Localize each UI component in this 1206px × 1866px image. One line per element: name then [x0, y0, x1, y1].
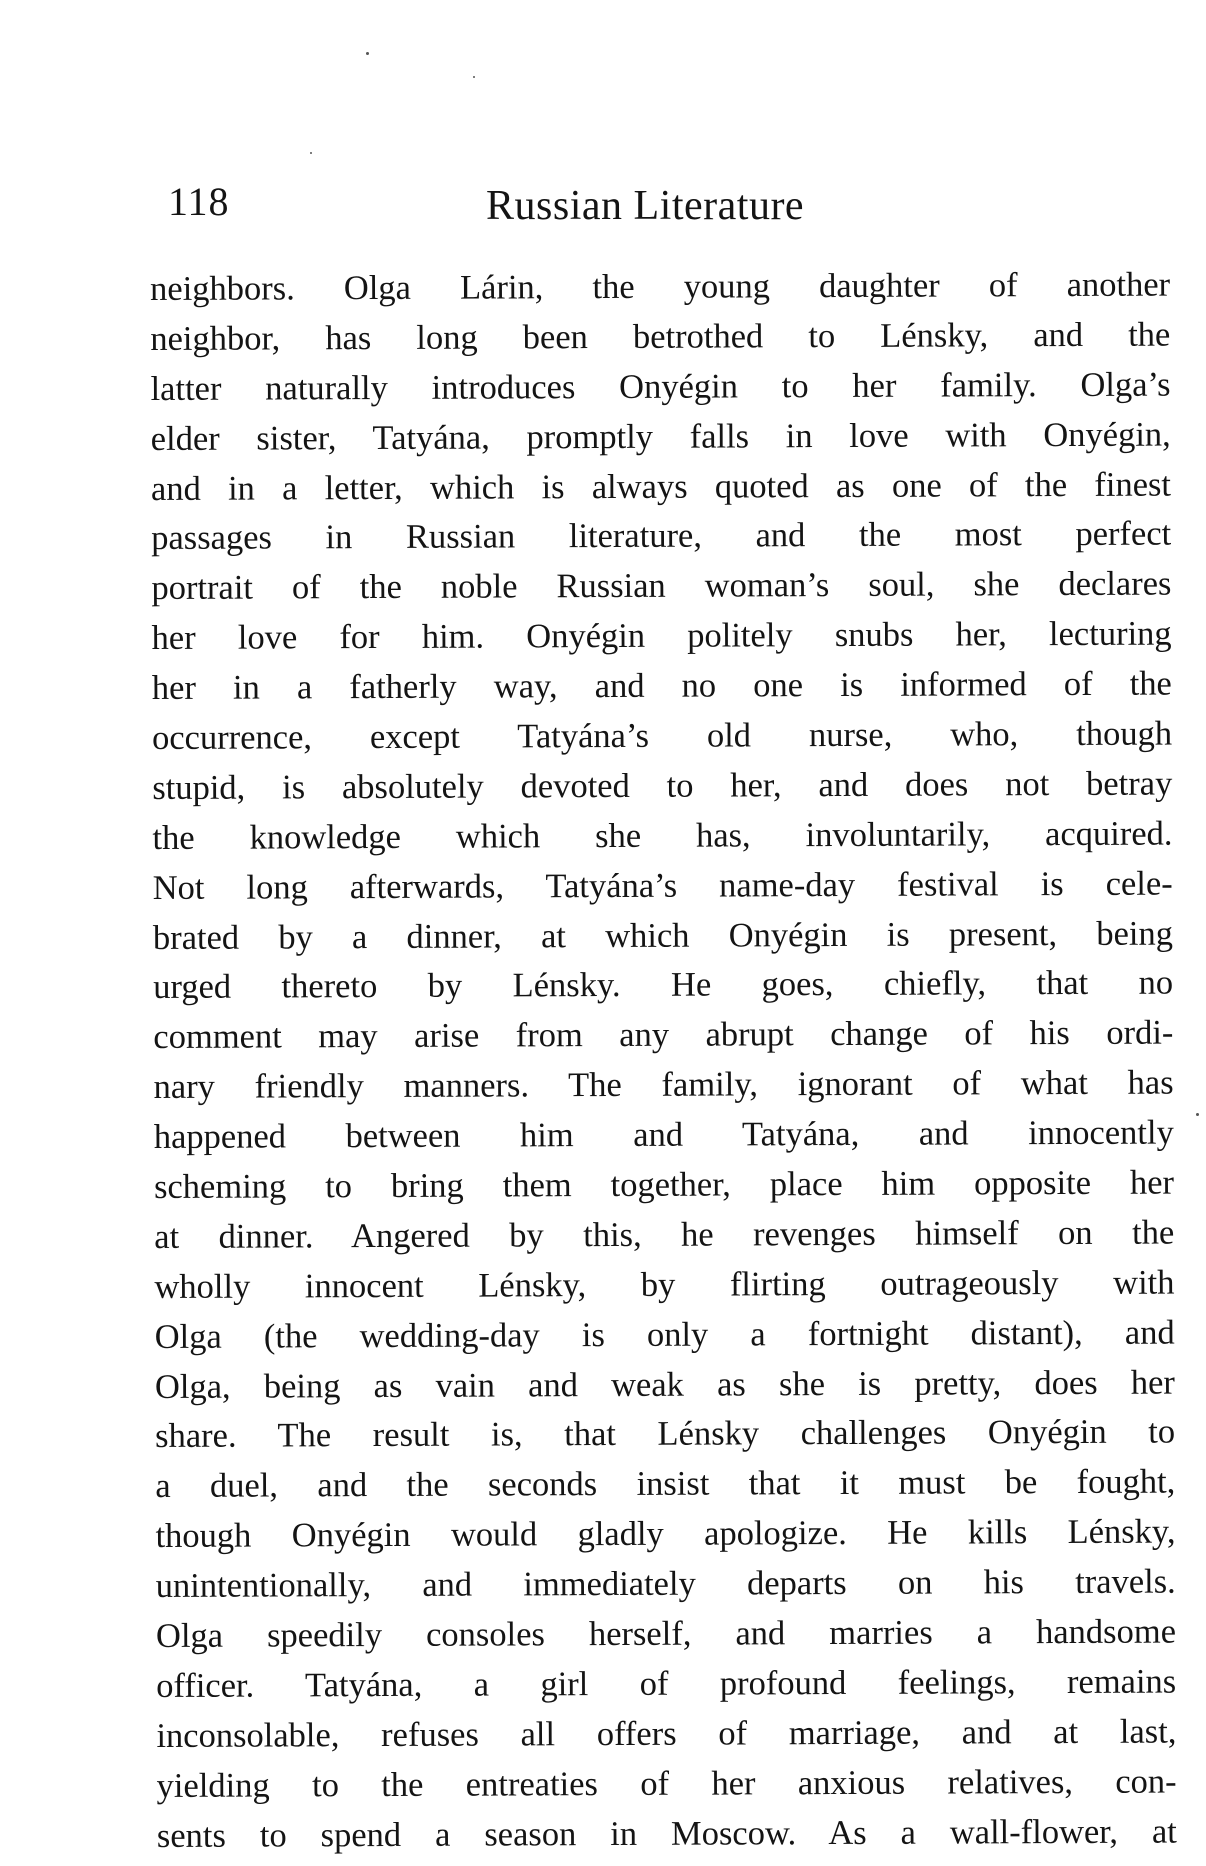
text-line: passages in Russian literature, and the most perfect [151, 515, 1172, 558]
text-line: the knowledge which she has, involuntarily, acquired. [152, 814, 1173, 857]
text-line: wholly innocent Lénsky, by flirting outrageously with [154, 1263, 1175, 1306]
text-line: scheming to bring them together, place him opposite her [153, 1163, 1175, 1207]
text-line: brated by a dinner, at which Onyégin is present, being [152, 914, 1174, 957]
text-line: yielding to the entreaties of her anxious relatives, con- [156, 1762, 1177, 1805]
page-header [168, 178, 1038, 238]
scan-speck [473, 76, 475, 78]
text-line: at dinner. Angered by this, he revenges himself on the [154, 1213, 1175, 1256]
text-line: Olga (the wedding-day is only a fortnight distant), and [154, 1313, 1175, 1356]
text-line: Not long afterwards, Tatyána’s name-day festival is cele- [152, 864, 1173, 907]
text-line: Olga, being as vain and weak as she is pretty, does her [154, 1363, 1175, 1406]
text-line: sents to spend a season in Moscow. As a wall-flower, at [156, 1812, 1177, 1855]
text-line: a duel, and the seconds insist that it must be fought, [155, 1462, 1176, 1506]
scan-speck [1196, 1113, 1199, 1116]
text-line: and in a letter, which is always quoted as one of the finest [150, 465, 1172, 508]
text-line: her in a fatherly way, and no one is informed of the [151, 664, 1172, 708]
text-line: share. The result is, that Lénsky challenges Onyégin to [155, 1413, 1176, 1456]
text-line: neighbor, has long been betrothed to Lénsky, and the [150, 315, 1171, 358]
text-line: latter naturally introduces Onyégin to her family. Olga’s [150, 365, 1171, 408]
text-line: elder sister, Tatyána, promptly falls in love with Onyégin, [150, 415, 1171, 458]
scan-speck [310, 152, 312, 154]
text-line: portrait of the noble Russian woman’s soul, she declares [151, 564, 1172, 608]
text-line: Olga speedily consoles herself, and marries a handsome [155, 1612, 1177, 1656]
text-line: nary friendly manners. The family, ignorant of what has [153, 1063, 1174, 1107]
page-number: 118 [168, 179, 230, 224]
text-line: unintentionally, and immediately departs on his travels. [155, 1562, 1176, 1606]
text-line: inconsolable, refuses all offers of marriage, and at last, [156, 1712, 1177, 1755]
text-line: happened between him and Tatyána, and innocently [153, 1113, 1174, 1157]
text-line: stupid, is absolutely devoted to her, and does not betray [152, 764, 1173, 807]
body-text [150, 261, 1177, 1862]
text-line: her love for him. Onyégin politely snubs her, lecturing [151, 614, 1172, 658]
text-line: occurrence, except Tatyána’s old nurse, who, though [151, 714, 1173, 758]
text-line: officer. Tatyána, a girl of profound feelings, remains [156, 1662, 1177, 1705]
text-line: urged thereto by Lénsky. He goes, chiefly, that no [153, 964, 1174, 1007]
running-title: Russian Literature [486, 183, 805, 229]
scan-speck [366, 52, 369, 55]
text-line: neighbors. Olga Lárin, the young daughter of another [150, 265, 1171, 308]
text-line: comment may arise from any abrupt change of his ordi- [153, 1013, 1174, 1057]
text-line: though Onyégin would gladly apologize. He kills Lénsky, [155, 1512, 1176, 1556]
